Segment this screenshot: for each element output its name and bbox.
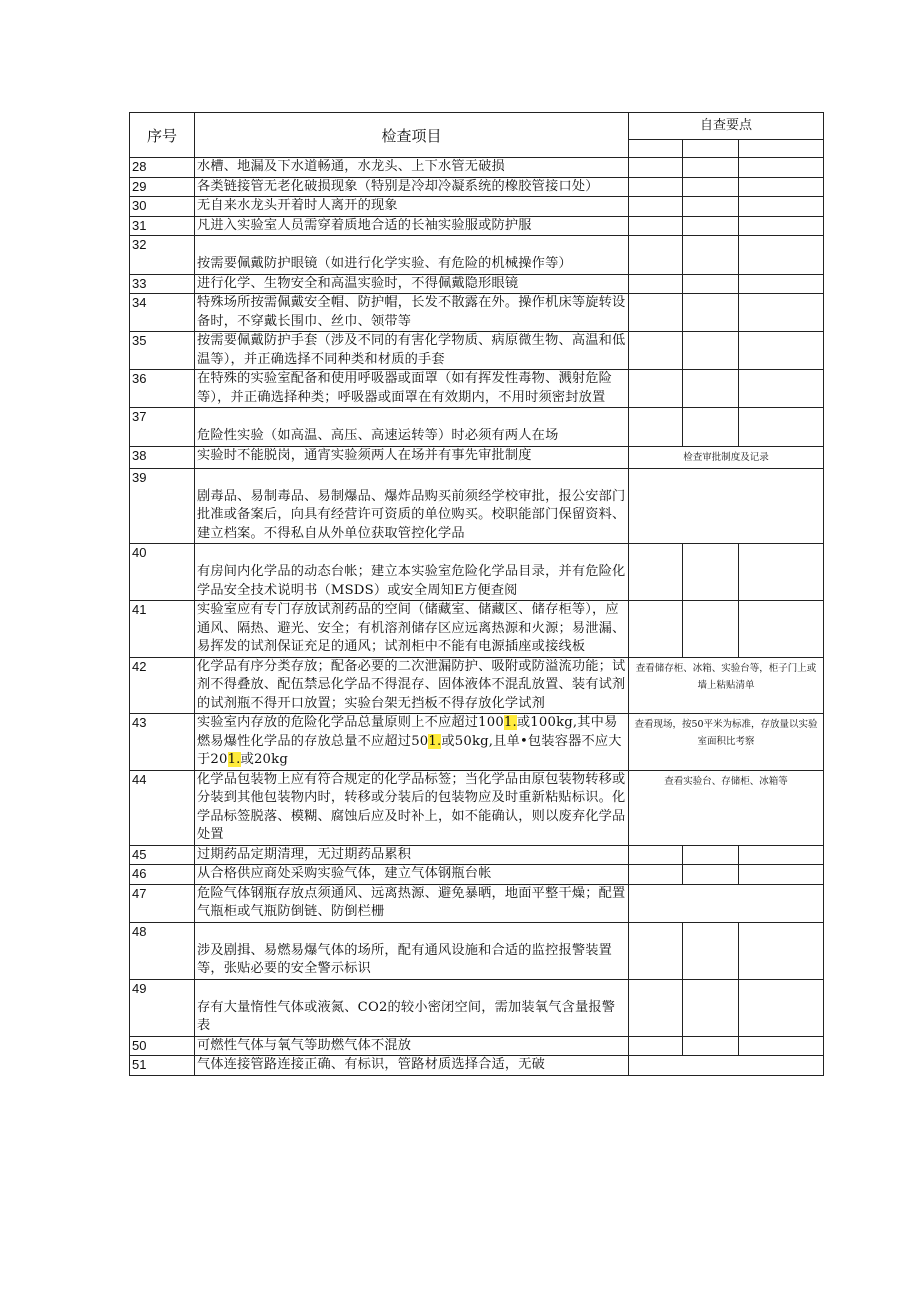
row-item: 化学品包装物上应有符合规定的化学品标签；当化学品由原包装物转移或分装到其他包装物内时，转移或分装后的包装物应及时重新粘贴标识。化学品标签脱落、模糊、腐蚀后应及时补上，如不能确认，则以废弃化学品处置 bbox=[195, 770, 629, 845]
check-cell[interactable] bbox=[739, 845, 824, 865]
row-number: 32 bbox=[130, 236, 195, 275]
highlight-mark: 1. bbox=[428, 733, 442, 749]
row-item: 进行化学、生物安全和高温实验时，不得佩戴隐形眼镜 bbox=[195, 274, 629, 294]
check-note: 检查审批制度及记录 bbox=[629, 446, 824, 468]
row-number: 50 bbox=[130, 1036, 195, 1056]
row-number: 40 bbox=[130, 544, 195, 601]
table-row bbox=[130, 714, 824, 771]
check-cell[interactable] bbox=[739, 922, 824, 979]
check-cell[interactable] bbox=[683, 845, 739, 865]
check-cell[interactable] bbox=[739, 197, 824, 217]
row-item: 危险气体钢瓶存放点须通风、远离热源、避免暴晒，地面平整干燥；配置气瓶柜或气瓶防倒链、防倒栏栅 bbox=[195, 884, 629, 922]
table-row bbox=[130, 845, 824, 865]
check-cell[interactable] bbox=[629, 544, 683, 601]
check-cell[interactable] bbox=[683, 236, 739, 275]
check-cell[interactable] bbox=[683, 177, 739, 197]
check-cell[interactable] bbox=[683, 865, 739, 885]
table-row bbox=[130, 468, 824, 544]
check-cell[interactable] bbox=[683, 979, 739, 1036]
row-number: 39 bbox=[130, 468, 195, 544]
check-cell[interactable] bbox=[739, 865, 824, 885]
row-item-text: 危险性实验（如高温、高压、高速运转等）时必须有两人在场 bbox=[197, 428, 559, 443]
highlight-mark: 1. bbox=[503, 715, 517, 730]
table-row bbox=[130, 332, 824, 370]
check-cell[interactable] bbox=[683, 274, 739, 294]
check-cell[interactable] bbox=[739, 236, 824, 275]
table-row bbox=[130, 1036, 824, 1056]
check-cell[interactable] bbox=[683, 158, 739, 178]
check-cell[interactable] bbox=[739, 544, 824, 601]
check-cell[interactable] bbox=[739, 177, 824, 197]
check-cell[interactable] bbox=[629, 845, 683, 865]
check-cell[interactable] bbox=[683, 544, 739, 601]
check-cell[interactable] bbox=[629, 216, 683, 236]
row-item-text: 有房间内化学品的动态台帐；建立本实验室危险化学品目录，并有危险化学品安全技术说明书（MSDS）或安全周知E方便查阅 bbox=[197, 564, 626, 598]
row-item-text: 剧毒品、易制毒品、易制爆品、爆炸品购买前须经学校审批，报公安部门批准或备案后，向具有经营许可资质的单位购买。校职能部门保留资料、建立档案。不得私自从外单位获取管控化学品 bbox=[197, 488, 626, 541]
row-item: 在特殊的实验室配备和使用呼吸器或面罩（如有挥发性毒物、溅射危险等），并正确选择种类；呼吸器或面罩在有效期内，不用时须密封放置 bbox=[195, 370, 629, 408]
row-item-text: 存有大量惰性气体或液氮、CO2的较小密闭空间，需加装氧气含量报警表 bbox=[197, 999, 616, 1033]
check-cell[interactable] bbox=[629, 1036, 683, 1056]
check-cell[interactable] bbox=[629, 408, 683, 447]
table-row bbox=[130, 446, 824, 468]
row-item: 无自来水龙头开着时人离开的现象 bbox=[195, 197, 629, 217]
check-cell[interactable] bbox=[683, 408, 739, 447]
check-cell[interactable] bbox=[739, 294, 824, 332]
table-row bbox=[130, 197, 824, 217]
check-cell[interactable] bbox=[683, 197, 739, 217]
row-number: 36 bbox=[130, 370, 195, 408]
check-cell[interactable] bbox=[629, 332, 683, 370]
check-cell[interactable] bbox=[683, 370, 739, 408]
row-number: 43 bbox=[130, 714, 195, 771]
check-cell[interactable] bbox=[629, 158, 683, 178]
row-item: 实验室应有专门存放试剂药品的空间（储藏室、储藏区、储存柜等），应通风、隔热、避光、安全；有机溶剂储存区应远离热源和火源；易泄漏、易挥发的试剂保证充足的通风；试剂柜中不能有电源插座或接线板 bbox=[195, 601, 629, 658]
table-row bbox=[130, 601, 824, 658]
check-note: 查看现场，按50平米为标准，存放量以实验室面积比考察 bbox=[629, 714, 824, 771]
check-note: 查看储存柜、冰箱、实验台等，柜子门上或墙上粘贴清单 bbox=[629, 657, 824, 714]
row-number: 44 bbox=[130, 770, 195, 845]
row-item: 实验室内存放的危险化学品总量原则上不应超过1001.或100kg,其中易燃易爆性化学品的存放总量不应超过501.或50kg,且单•包装容器不应大于201.或20kg bbox=[195, 714, 629, 771]
check-cell[interactable] bbox=[629, 236, 683, 275]
row-item bbox=[195, 408, 629, 447]
check-cell[interactable] bbox=[629, 922, 683, 979]
row-item bbox=[195, 922, 629, 979]
header-sub-cell bbox=[629, 140, 683, 158]
check-cell[interactable] bbox=[739, 408, 824, 447]
check-cell[interactable] bbox=[629, 468, 824, 544]
table-row bbox=[130, 657, 824, 714]
check-cell[interactable] bbox=[739, 216, 824, 236]
table-row bbox=[130, 177, 824, 197]
row-item: 水槽、地漏及下水道畅通，水龙头、上下水管无破损 bbox=[195, 158, 629, 178]
row-number: 41 bbox=[130, 601, 195, 658]
row-number: 34 bbox=[130, 294, 195, 332]
row-number: 42 bbox=[130, 657, 195, 714]
check-cell[interactable] bbox=[629, 177, 683, 197]
row-number: 46 bbox=[130, 865, 195, 885]
table-row bbox=[130, 408, 824, 447]
table-row bbox=[130, 158, 824, 178]
check-cell[interactable] bbox=[629, 294, 683, 332]
check-cell[interactable] bbox=[683, 601, 739, 658]
row-number: 29 bbox=[130, 177, 195, 197]
check-cell[interactable] bbox=[629, 865, 683, 885]
row-number: 37 bbox=[130, 408, 195, 447]
row-number: 30 bbox=[130, 197, 195, 217]
row-item bbox=[195, 468, 629, 544]
row-item: 实验时不能脱岗，通宵实验须两人在场并有事先审批制度 bbox=[195, 446, 629, 468]
check-cell[interactable] bbox=[683, 332, 739, 370]
check-cell[interactable] bbox=[739, 158, 824, 178]
row-item bbox=[195, 979, 629, 1036]
check-cell[interactable] bbox=[629, 370, 683, 408]
row-number: 33 bbox=[130, 274, 195, 294]
check-cell[interactable] bbox=[739, 274, 824, 294]
check-cell[interactable] bbox=[629, 601, 683, 658]
row-number: 35 bbox=[130, 332, 195, 370]
check-cell[interactable] bbox=[739, 370, 824, 408]
row-item: 过期药品定期清理，无过期药品累积 bbox=[195, 845, 629, 865]
check-cell[interactable] bbox=[629, 884, 824, 922]
table-row bbox=[130, 294, 824, 332]
row-number: 45 bbox=[130, 845, 195, 865]
check-cell[interactable] bbox=[629, 197, 683, 217]
table-row bbox=[130, 544, 824, 601]
table-row bbox=[130, 770, 824, 845]
row-item: 可燃性气体与氧气等助燃气体不混放 bbox=[195, 1036, 629, 1056]
check-cell[interactable] bbox=[683, 922, 739, 979]
table-row bbox=[130, 236, 824, 275]
header-sub-cell bbox=[739, 140, 824, 158]
table-row bbox=[130, 274, 824, 294]
header-item: 检查项目 bbox=[195, 113, 629, 158]
check-cell[interactable] bbox=[739, 601, 824, 658]
check-cell[interactable] bbox=[739, 979, 824, 1036]
header-sub-cell bbox=[683, 140, 739, 158]
row-number: 31 bbox=[130, 216, 195, 236]
row-item bbox=[195, 544, 629, 601]
row-item: 各类链接管无老化破损现象（特别是冷却冷凝系统的橡胶管接口处） bbox=[195, 177, 629, 197]
check-cell[interactable] bbox=[683, 294, 739, 332]
header-self-check: 自查要点 bbox=[629, 113, 824, 140]
table-row bbox=[130, 865, 824, 885]
header-seq: 序号 bbox=[130, 113, 195, 158]
check-cell[interactable] bbox=[683, 1036, 739, 1056]
row-number: 38 bbox=[130, 446, 195, 468]
row-item: 气体连接管路连接正确、有标识，管路材质选择合适，无破 bbox=[195, 1056, 629, 1076]
row-item: 特殊场所按需佩戴安全帽、防护帽，长发不散露在外。操作机床等旋转设备时，不穿戴长围巾、丝巾、领带等 bbox=[195, 294, 629, 332]
table-row bbox=[130, 884, 824, 922]
row-number: 49 bbox=[130, 979, 195, 1036]
check-cell[interactable] bbox=[629, 979, 683, 1036]
row-item: 从合格供应商处采购实验气体，建立气体钢瓶台帐 bbox=[195, 865, 629, 885]
row-item: 凡进入实验室人员需穿着质地合适的长袖实验服或防护服 bbox=[195, 216, 629, 236]
row-item-text: 按需要佩戴防护眼镜（如进行化学实验、有危险的机械操作等） bbox=[197, 256, 572, 271]
check-cell[interactable] bbox=[739, 332, 824, 370]
row-item: 化学品有序分类存放；配备必要的二次泄漏防护、吸附或防溢流功能；试剂不得叠放、配伍禁忌化学品不得混存、固体液体不混乱放置、装有试剂的试剂瓶不得开口放置；实验台架无挡板不得存放化学试剂 bbox=[195, 657, 629, 714]
inspection-table bbox=[129, 112, 824, 1076]
table-row bbox=[130, 370, 824, 408]
row-number: 51 bbox=[130, 1056, 195, 1076]
check-note: 查看实验台、存储柜、冰箱等 bbox=[629, 770, 824, 845]
table-row bbox=[130, 979, 824, 1036]
row-number: 48 bbox=[130, 922, 195, 979]
row-item-text: 涉及剧揖、易燃易爆气体的场所，配有通风设施和合适的监控报警装置等，张贴必要的安全警示标识 bbox=[197, 942, 613, 976]
check-cell[interactable] bbox=[683, 216, 739, 236]
highlight-mark: 1. bbox=[227, 752, 241, 767]
check-cell[interactable] bbox=[629, 274, 683, 294]
row-item bbox=[195, 236, 629, 275]
row-number: 47 bbox=[130, 884, 195, 922]
table-row bbox=[130, 922, 824, 979]
table-row bbox=[130, 216, 824, 236]
check-cell[interactable] bbox=[739, 1036, 824, 1056]
table-row bbox=[130, 1056, 824, 1076]
check-cell[interactable] bbox=[629, 1056, 824, 1076]
row-item: 按需要佩戴防护手套（涉及不同的有害化学物质、病原微生物、高温和低温等），并正确选择不同种类和材质的手套 bbox=[195, 332, 629, 370]
row-number: 28 bbox=[130, 158, 195, 178]
